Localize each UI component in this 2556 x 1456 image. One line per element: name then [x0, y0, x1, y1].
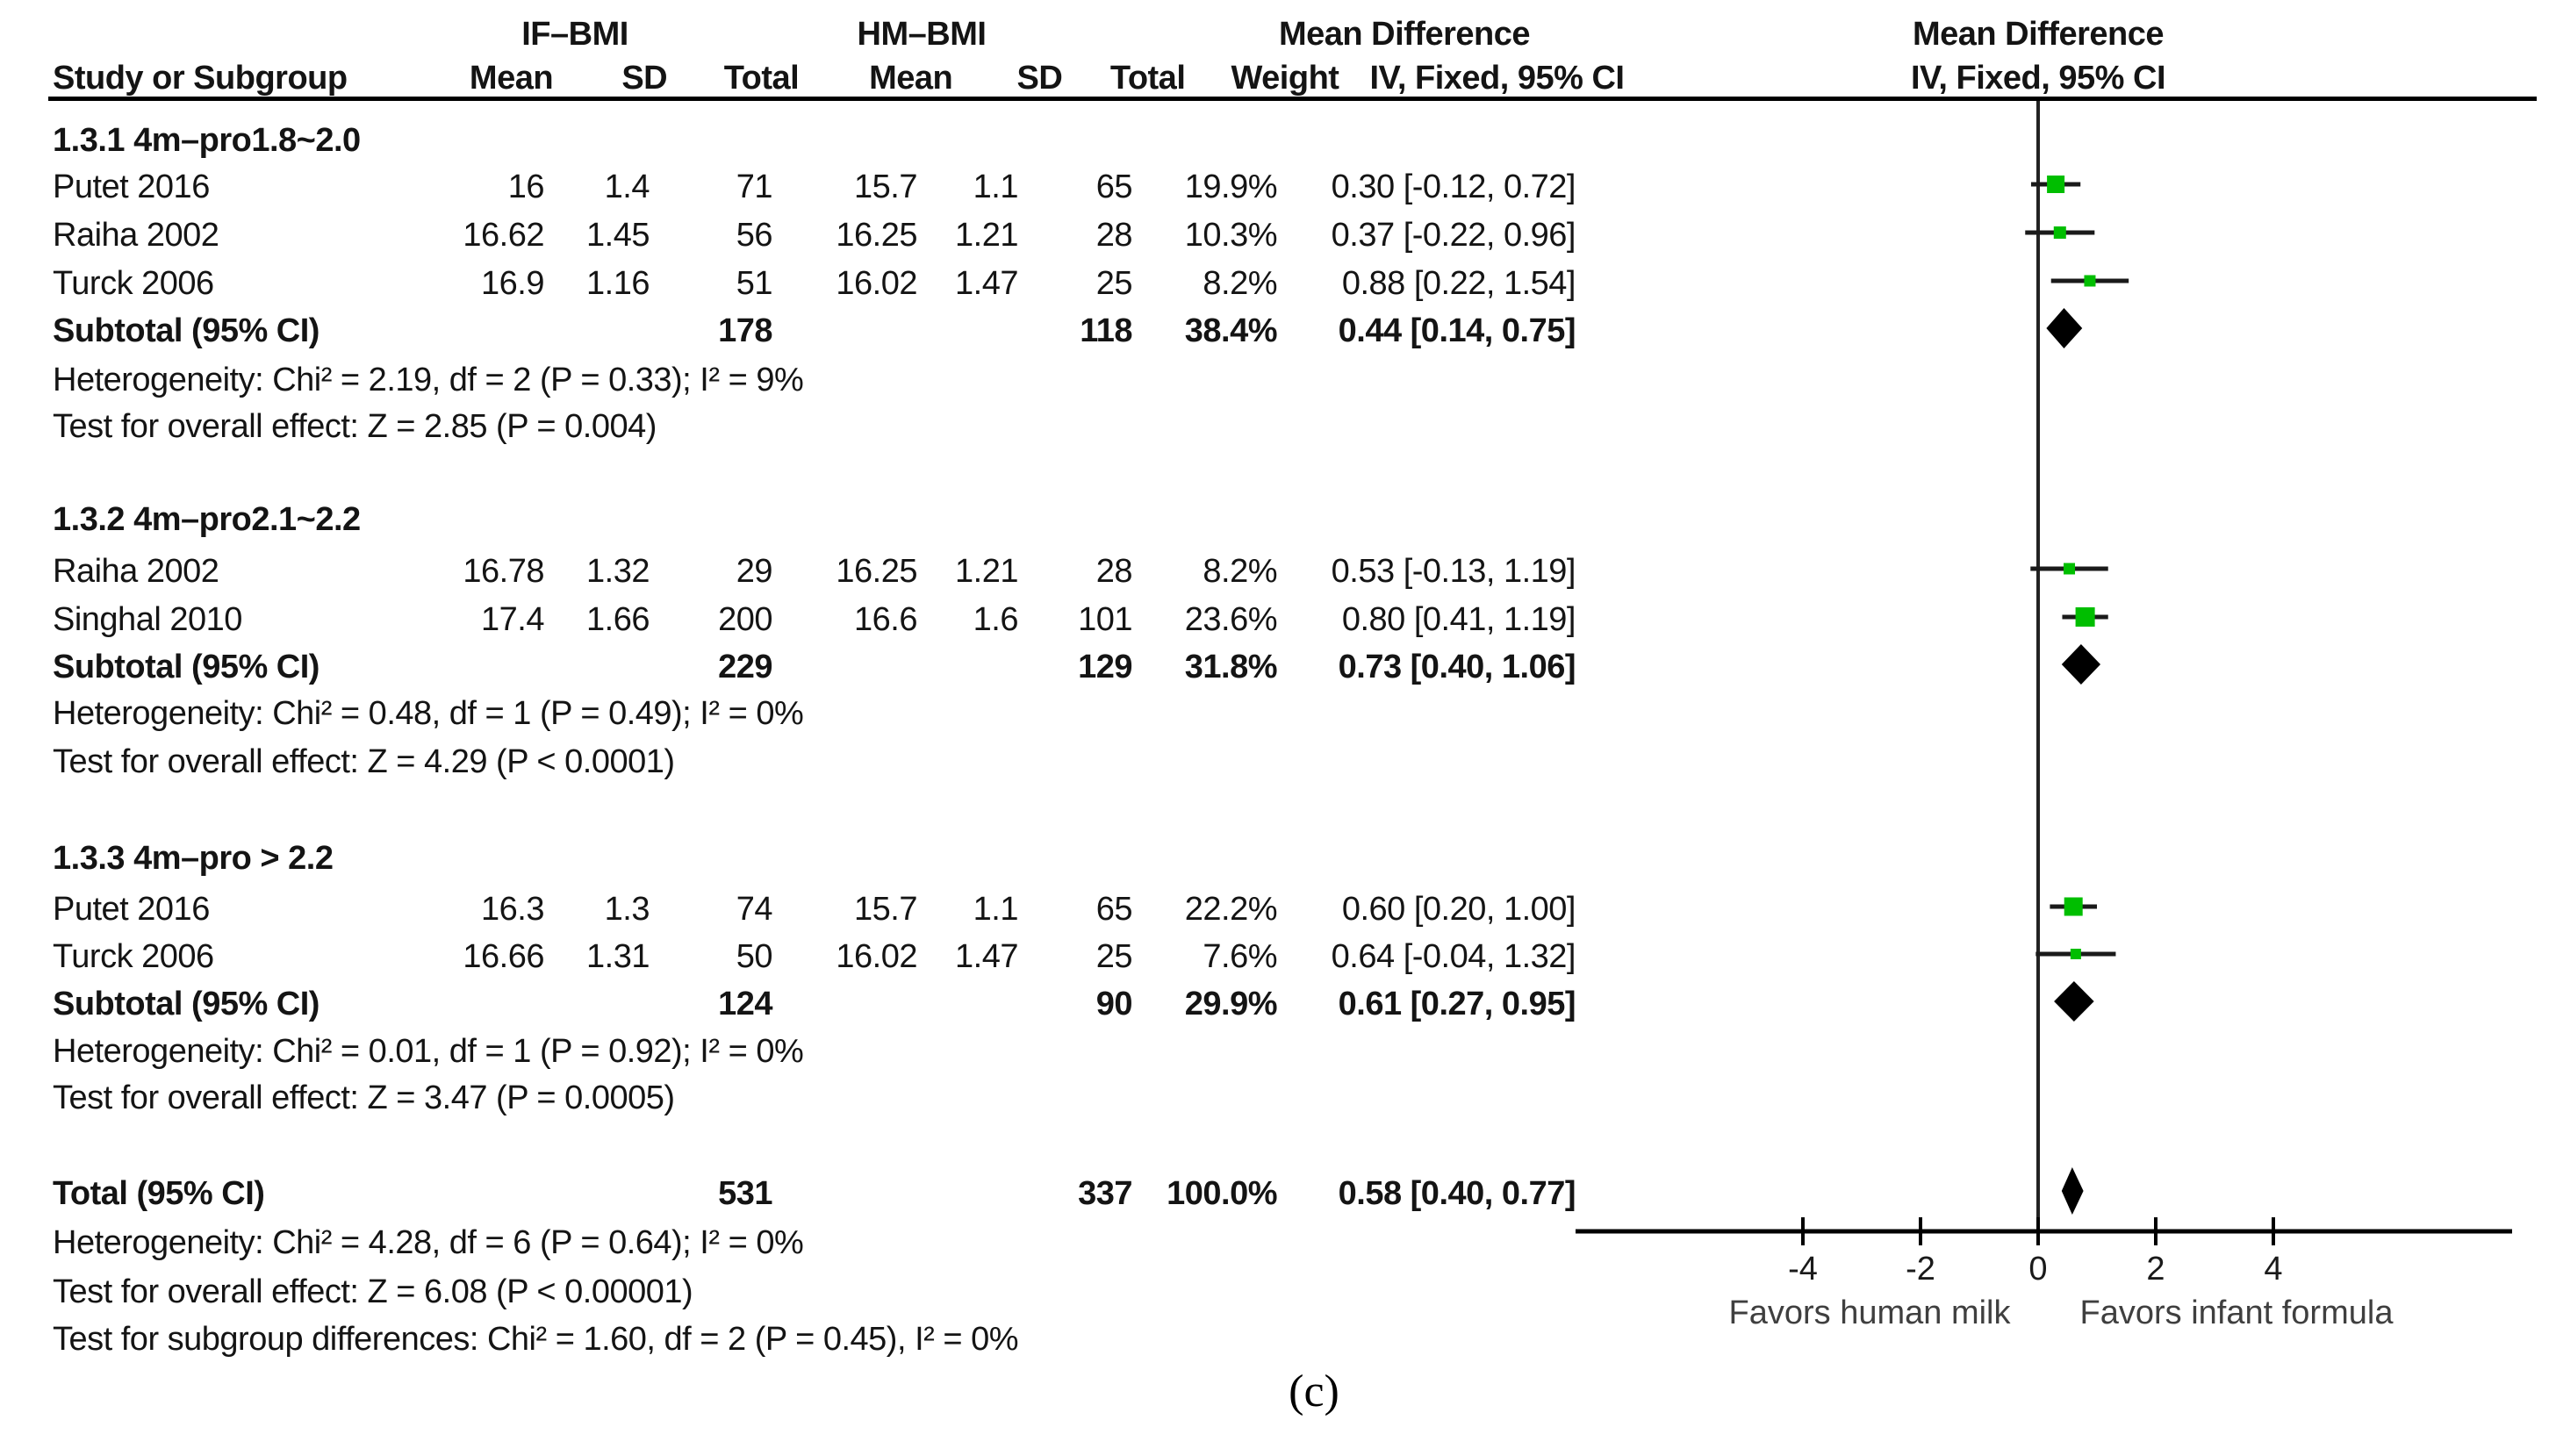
study-row-cell-4: 16.02 [836, 265, 917, 302]
col-total-if: Total [723, 60, 800, 97]
study-row-cell-8: 0.80 [0.41, 1.19] [1341, 601, 1576, 638]
col-md-ci: IV, Fixed, 95% CI [1369, 60, 1625, 97]
study-row-cell-5: 1.47 [955, 938, 1018, 975]
study-row-cell-6: 28 [1095, 217, 1132, 254]
subtotal-row-cell-0: Subtotal (95% CI) [53, 312, 320, 349]
study-row-cell-7: 10.3% [1184, 217, 1277, 254]
study-row-cell-4: 16.6 [854, 601, 917, 638]
overall-effect-text: Test for overall effect: Z = 3.47 (P = 0.0005) [53, 1079, 675, 1116]
col-mean-if: Mean [469, 60, 554, 97]
total-heterogeneity-text: Heterogeneity: Chi² = 4.28, df = 6 (P = 0.64); I² = 0% [53, 1224, 804, 1261]
heterogeneity-text: Heterogeneity: Chi² = 2.19, df = 2 (P = 0.33); I² = 9% [53, 362, 804, 398]
heterogeneity-text: Heterogeneity: Chi² = 0.48, df = 1 (P = 0.49); I² = 0% [53, 695, 804, 732]
subtotal-row-cell-7: 31.8% [1184, 649, 1277, 685]
study-row-cell-0: Singhal 2010 [53, 601, 242, 638]
overall-effect-text: Test for overall effect: Z = 4.29 (P < 0.0001) [53, 743, 675, 780]
subtotal-diamond [2054, 981, 2094, 1022]
subgroup-heading: 1.3.2 4m–pro2.1~2.2 [53, 501, 361, 538]
study-row-cell-4: 16.25 [836, 217, 917, 254]
col-weight: Weight [1231, 60, 1339, 97]
group-header-hm-bmi: HM–BMI [857, 16, 987, 53]
study-row-cell-2: 1.66 [586, 601, 650, 638]
study-row-cell-5: 1.21 [955, 217, 1018, 254]
study-row-cell-7: 22.2% [1184, 891, 1277, 928]
study-row-cell-4: 15.7 [854, 169, 917, 205]
md-column-title: Mean Difference [1278, 16, 1531, 53]
study-marker [2076, 607, 2095, 627]
subtotal-row-cell-8: 0.73 [0.40, 1.06] [1338, 649, 1576, 685]
study-marker [2084, 276, 2095, 287]
col-mean-hm: Mean [869, 60, 953, 97]
total-row-cell-8: 0.58 [0.40, 0.77] [1338, 1175, 1576, 1212]
study-row-cell-3: 51 [736, 265, 772, 302]
total-overall-effect-text: Test for overall effect: Z = 6.08 (P < 0.00001) [53, 1273, 693, 1310]
subtotal-diamond [2046, 308, 2082, 348]
tick-label: 2 [2146, 1251, 2165, 1287]
study-row-cell-0: Turck 2006 [53, 938, 214, 975]
figure-caption: (c) [1289, 1366, 1339, 1417]
study-row-cell-1: 16.66 [463, 938, 544, 975]
study-row-cell-5: 1.6 [973, 601, 1018, 638]
heterogeneity-text: Heterogeneity: Chi² = 0.01, df = 1 (P = 0.92); I² = 0% [53, 1033, 804, 1070]
subtotal-row-cell-6: 129 [1078, 649, 1132, 685]
total-row-cell-7: 100.0% [1167, 1175, 1277, 1212]
study-row-cell-0: Raiha 2002 [53, 217, 219, 254]
study-row-cell-3: 29 [736, 553, 772, 590]
subtotal-row-cell-7: 29.9% [1184, 986, 1277, 1022]
study-row-cell-2: 1.31 [586, 938, 650, 975]
study-row-cell-2: 1.16 [586, 265, 650, 302]
subtotal-diamond [2062, 644, 2100, 685]
subtotal-row-cell-6: 118 [1080, 312, 1132, 349]
total-row-cell-0: Total (95% CI) [53, 1175, 265, 1212]
subtotal-row-cell-3: 229 [718, 649, 772, 685]
study-row-cell-4: 16.25 [836, 553, 917, 590]
tick-label: 0 [2028, 1251, 2048, 1287]
study-row-cell-6: 65 [1095, 169, 1132, 205]
study-row-cell-4: 16.02 [836, 938, 917, 975]
col-sd-hm: SD [1016, 60, 1063, 97]
subtotal-row-cell-0: Subtotal (95% CI) [53, 649, 320, 685]
study-row-cell-8: 0.60 [0.20, 1.00] [1341, 891, 1576, 928]
study-marker [2047, 176, 2064, 193]
study-row-cell-2: 1.3 [604, 891, 650, 928]
overall-effect-text: Test for overall effect: Z = 2.85 (P = 0.004) [53, 408, 657, 445]
study-row-cell-7: 7.6% [1203, 938, 1277, 975]
study-row-cell-2: 1.45 [586, 217, 650, 254]
study-row-cell-6: 65 [1095, 891, 1132, 928]
favors-left-label: Favors human milk [1728, 1295, 2011, 1331]
study-row-cell-5: 1.21 [955, 553, 1018, 590]
study-row-cell-8: 0.37 [-0.22, 0.96] [1331, 217, 1576, 254]
study-row-cell-3: 74 [736, 891, 772, 928]
col-sd-if: SD [621, 60, 668, 97]
study-row-cell-3: 56 [736, 217, 772, 254]
study-row-cell-2: 1.4 [604, 169, 650, 205]
tick-label: 4 [2264, 1251, 2283, 1287]
study-row-cell-0: Raiha 2002 [53, 553, 219, 590]
group-header-if-bmi: IF–BMI [521, 16, 628, 53]
study-row-cell-6: 101 [1078, 601, 1132, 638]
plot-subtitle: IV, Fixed, 95% CI [1910, 60, 2166, 97]
study-row-cell-4: 15.7 [854, 891, 917, 928]
study-row-cell-1: 16 [507, 169, 544, 205]
study-row-cell-1: 16.78 [463, 553, 544, 590]
study-marker [2054, 226, 2066, 239]
total-row-cell-6: 337 [1078, 1175, 1132, 1212]
study-marker [2071, 949, 2081, 959]
study-row-cell-5: 1.1 [973, 891, 1018, 928]
subtotal-row-cell-0: Subtotal (95% CI) [53, 986, 320, 1022]
favors-right-label: Favors infant formula [2079, 1295, 2394, 1331]
study-marker [2064, 898, 2083, 916]
study-row-cell-8: 0.64 [-0.04, 1.32] [1331, 938, 1576, 975]
col-total-hm: Total [1109, 60, 1186, 97]
study-row-cell-3: 50 [736, 938, 772, 975]
total-diamond [2062, 1167, 2084, 1215]
study-row-cell-6: 28 [1095, 553, 1132, 590]
total-row-cell-3: 531 [718, 1175, 772, 1212]
study-row-cell-1: 17.4 [481, 601, 544, 638]
subtotal-row-cell-3: 124 [718, 986, 772, 1022]
study-row-cell-0: Putet 2016 [53, 169, 210, 205]
tick-label: -4 [1788, 1251, 1818, 1287]
subgroup-differences-text: Test for subgroup differences: Chi² = 1.60, df = 2 (P = 0.45), I² = 0% [53, 1321, 1019, 1358]
study-marker [2064, 563, 2075, 575]
study-row-cell-7: 19.9% [1184, 169, 1277, 205]
subgroup-heading: 1.3.1 4m–pro1.8~2.0 [53, 122, 361, 159]
study-row-cell-7: 8.2% [1203, 265, 1277, 302]
study-row-cell-8: 0.30 [-0.12, 0.72] [1331, 169, 1576, 205]
study-row-cell-1: 16.62 [463, 217, 544, 254]
study-row-cell-3: 71 [736, 169, 772, 205]
plot-title: Mean Difference [1912, 16, 2165, 53]
study-row-cell-6: 25 [1095, 938, 1132, 975]
study-row-cell-1: 16.3 [481, 891, 544, 928]
subtotal-row-cell-6: 90 [1095, 986, 1132, 1022]
subtotal-row-cell-7: 38.4% [1184, 312, 1277, 349]
tick-label: -2 [1906, 1251, 1935, 1287]
study-row-cell-0: Putet 2016 [53, 891, 210, 928]
study-row-cell-0: Turck 2006 [53, 265, 214, 302]
col-study: Study or Subgroup [53, 60, 348, 97]
study-row-cell-6: 25 [1095, 265, 1132, 302]
subtotal-row-cell-3: 178 [718, 312, 772, 349]
study-row-cell-8: 0.88 [0.22, 1.54] [1341, 265, 1576, 302]
study-row-cell-5: 1.1 [973, 169, 1018, 205]
study-row-cell-3: 200 [718, 601, 772, 638]
subtotal-row-cell-8: 0.44 [0.14, 0.75] [1338, 312, 1576, 349]
study-row-cell-2: 1.32 [586, 553, 650, 590]
study-row-cell-7: 23.6% [1184, 601, 1277, 638]
study-row-cell-7: 8.2% [1203, 553, 1277, 590]
subgroup-heading: 1.3.3 4m–pro > 2.2 [53, 840, 334, 877]
study-row-cell-1: 16.9 [481, 265, 544, 302]
study-row-cell-8: 0.53 [-0.13, 1.19] [1331, 553, 1576, 590]
subtotal-row-cell-8: 0.61 [0.27, 0.95] [1338, 986, 1576, 1022]
study-row-cell-5: 1.47 [955, 265, 1018, 302]
